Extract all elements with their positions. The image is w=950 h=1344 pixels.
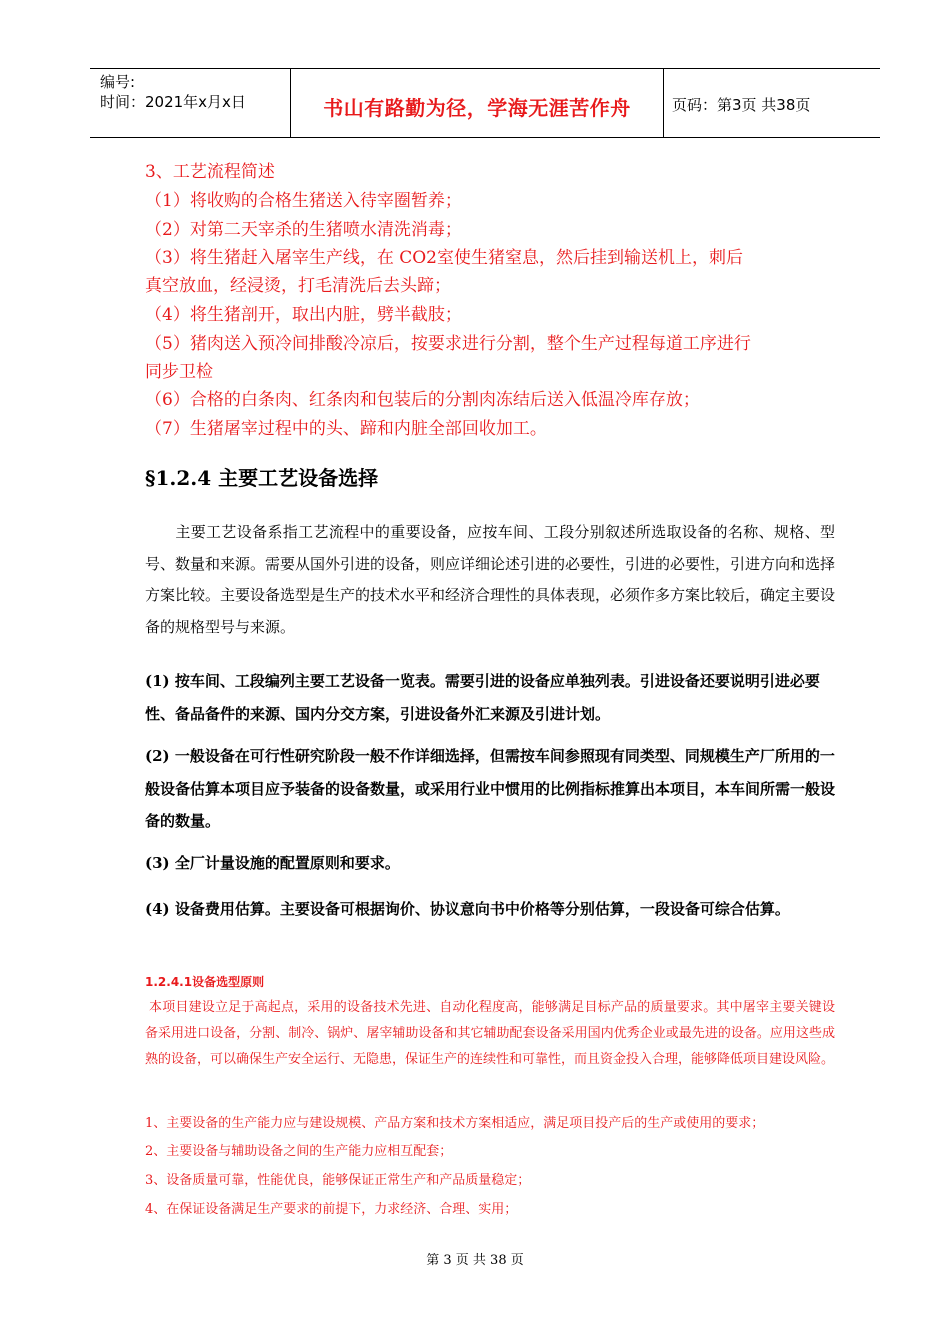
principle-item: 2、主要设备与辅助设备之间的生产能力应相互配套； bbox=[145, 1144, 453, 1159]
requirement-item: (1) 按车间、工段编列主要工艺设备一览表。需要引进的设备应单独列表。引进设备还要说明引进必要性、备品备件的来源、国内分交方案，引进设备外汇来源及引进计划。 bbox=[145, 672, 820, 723]
process-title: 3、工艺流程简述 bbox=[145, 162, 275, 182]
process-step: （6）合格的白条肉、红条肉和包装后的分割肉冻结后送入低温冷库存放； bbox=[145, 390, 700, 410]
process-step: （2）对第二天宰杀的生猪喷水清洗消毒； bbox=[145, 220, 462, 240]
section-heading: §1.2.4 主要工艺设备选择 bbox=[145, 466, 379, 490]
subsection-heading: 1.2.4.1设备选型原则 bbox=[145, 975, 265, 989]
requirement-item: (3) 全厂计量设施的配置原则和要求。 bbox=[145, 854, 400, 872]
principle-item: 1、主要设备的生产能力应与建设规模、产品方案和技术方案相适应，满足项目投产后的生产或使用的要求； bbox=[145, 1116, 765, 1131]
page-footer: 第 3 页 共 38 页 bbox=[426, 1253, 524, 1268]
number-label: 编号: bbox=[100, 73, 136, 91]
header-motto-cell bbox=[291, 69, 664, 137]
process-step: （1）将收购的合格生猪送入待宰圈暂养； bbox=[145, 191, 462, 211]
process-step: （5）猪肉送入预冷间排酸冷凉后，按要求进行分割，整个生产过程每道工序进行 bbox=[145, 334, 751, 354]
date-label: 时间：2021年x月x日 bbox=[100, 93, 246, 111]
page-header bbox=[90, 68, 880, 138]
requirement-item: (2) 一般设备在可行性研究阶段一般不作详细选择，但需按车间参照现有同类型、同规模生产厂所用的一般设备估算本项目应予装备的设备数量，或采用行业中惯用的比例指标推算出本项目，本车间所需一般设备的数量。 bbox=[145, 747, 836, 830]
process-step: 真空放血，经浸烫，打毛清洗后去头蹄； bbox=[145, 276, 451, 296]
header-page-cell bbox=[664, 69, 880, 137]
header-info-cell bbox=[90, 69, 291, 137]
section-intro-text: 主要工艺设备系指工艺流程中的重要设备，应按车间、工段分别叙述所选取设备的名称、规格、型号、数量和来源。需要从国外引进的设备，则应详细论述引进的必要性，引进的必要性，引进方向和选择方案比较。主要设备选型是生产的技术水平和经济合理性的具体表现，必须作多方案比较后，确定主要设备的规格型号与来源。 bbox=[145, 523, 836, 636]
process-step: （4）将生猪剖开，取出内脏，劈半截肢； bbox=[145, 305, 462, 325]
principle-item: 4、在保证设备满足生产要求的前提下，力求经济、合理、实用； bbox=[145, 1202, 518, 1217]
subsection-paragraph: 本项目建设立足于高起点，采用的设备技术先进、自动化程度高，能够满足目标产品的质量要求。其中屠宰主要关键设备采用进口设备，分割、制冷、锅炉、屠宰辅助设备和其它辅助配套设备采用国内优秀企业或最先进的设备。应用这些成熟的设备，可以确保生产安全运行、无隐患，保证生产的连续性和可靠性，而且资金投入合理，能够降低项目建设风险。 bbox=[145, 1000, 835, 1067]
process-step: 同步卫检 bbox=[145, 362, 213, 382]
requirement-item: (4) 设备费用估算。主要设备可根据询价、协议意向书中价格等分别估算，一段设备可综合估算。 bbox=[145, 900, 790, 918]
principle-item: 3、设备质量可靠，性能优良，能够保证正常生产和产品质量稳定； bbox=[145, 1173, 531, 1188]
section-intro bbox=[145, 517, 835, 643]
process-step: （7）生猪屠宰过程中的头、蹄和内脏全部回收加工。 bbox=[145, 419, 547, 439]
process-step: （3）将生猪赶入屠宰生产线，在 CO2室使生猪窒息，然后挂到输送机上，刺后 bbox=[145, 248, 743, 268]
motto: 书山有路勤为径，学海无涯苦作舟 bbox=[323, 96, 631, 120]
page-code: 页码：第3页 共38页 bbox=[672, 96, 811, 114]
